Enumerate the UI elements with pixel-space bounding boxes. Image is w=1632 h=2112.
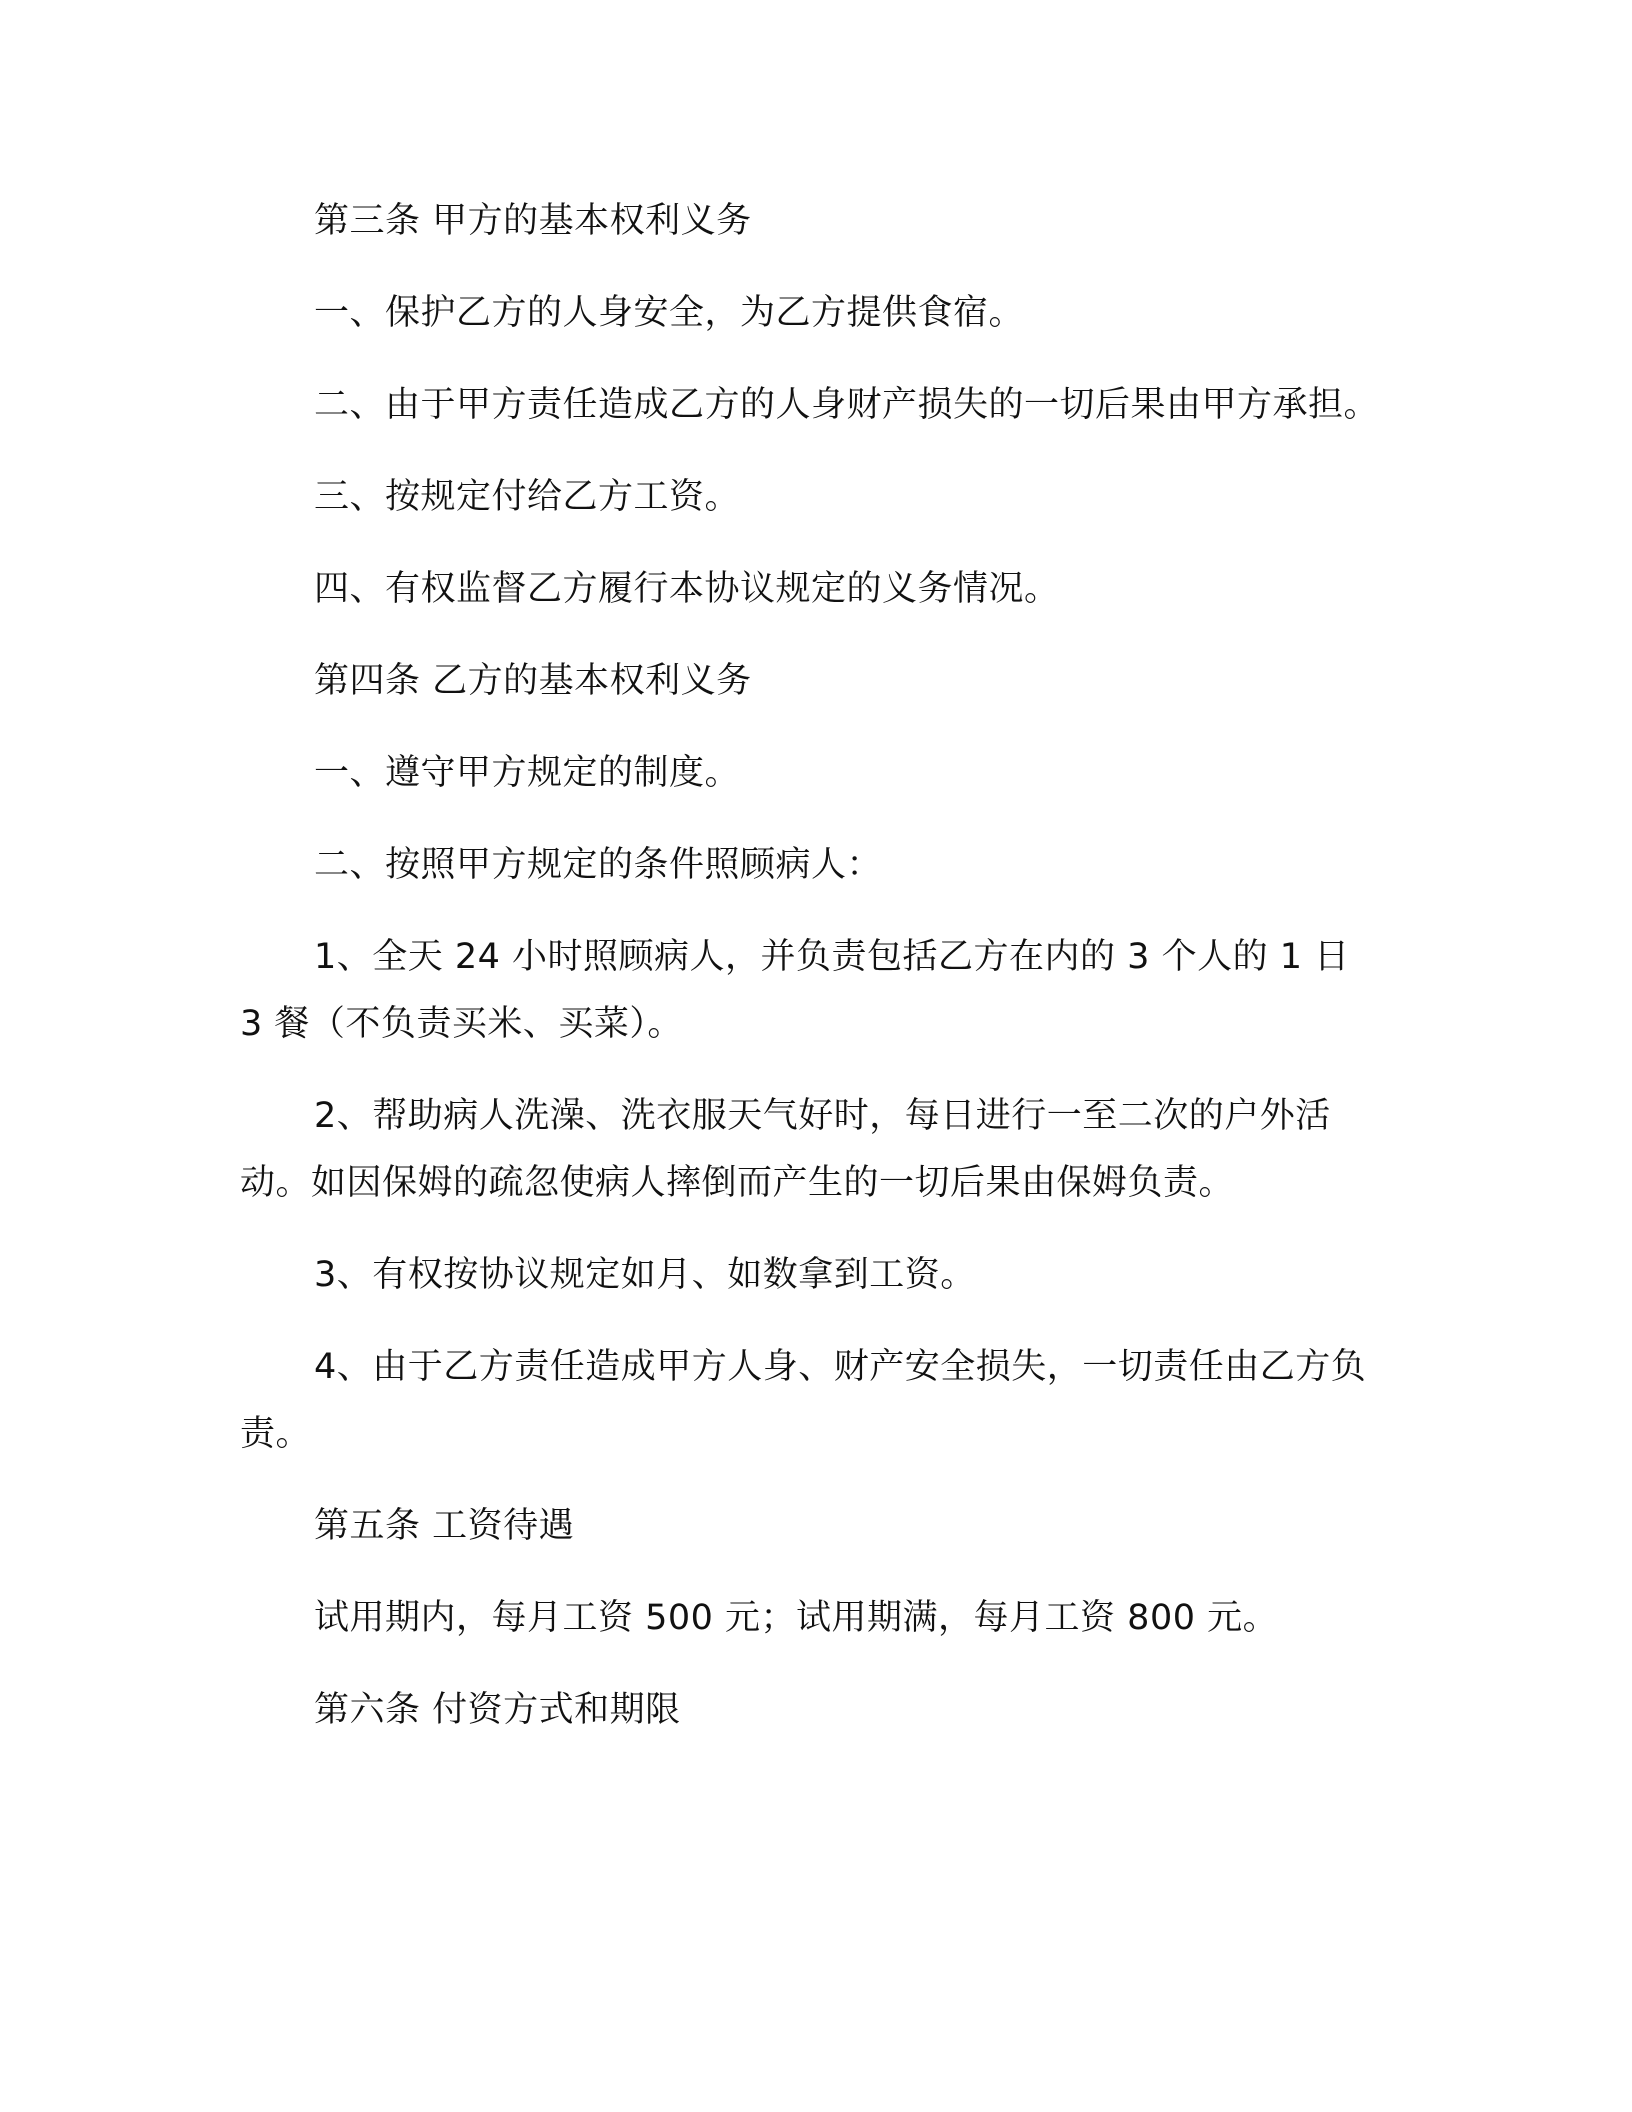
paragraph: 三、按规定付给乙方工资。 bbox=[314, 477, 741, 517]
paragraph: 试用期内，每月工资 500 元；试用期满，每月工资 800 元。 bbox=[314, 1598, 1279, 1638]
paragraph: 4、由于乙方责任造成甲方人身、财产安全损失，一切责任由乙方负责。 bbox=[240, 1347, 1367, 1454]
article-3-heading: 第三条 甲方的基本权利义务 bbox=[314, 201, 752, 241]
paragraph: 一、保护乙方的人身安全，为乙方提供食宿。 bbox=[314, 293, 1025, 333]
article-5-heading: 第五条 工资待遇 bbox=[314, 1506, 575, 1546]
paragraph: 一、遵守甲方规定的制度。 bbox=[314, 753, 741, 793]
article-6-heading: 第六条 付资方式和期限 bbox=[314, 1690, 681, 1730]
paragraph: 四、有权监督乙方履行本协议规定的义务情况。 bbox=[314, 569, 1060, 609]
paragraph: 3、有权按协议规定如月、如数拿到工资。 bbox=[314, 1255, 976, 1295]
paragraph: 二、按照甲方规定的条件照顾病人： bbox=[314, 845, 883, 885]
paragraph: 2、帮助病人洗澡、洗衣服天气好时，每日进行一至二次的户外活动。如因保姆的疏忽使病人摔倒而产生的一切后果由保姆负责。 bbox=[240, 1096, 1331, 1203]
article-4-heading: 第四条 乙方的基本权利义务 bbox=[314, 661, 752, 701]
document-body bbox=[240, 188, 1380, 1744]
paragraph: 二、由于甲方责任造成乙方的人身财产损失的一切后果由甲方承担。 bbox=[314, 385, 1380, 425]
paragraph: 1、全天 24 小时照顾病人，并负责包括乙方在内的 3 个人的 1 日 3 餐（不负责买米、买菜）。 bbox=[240, 937, 1362, 1044]
